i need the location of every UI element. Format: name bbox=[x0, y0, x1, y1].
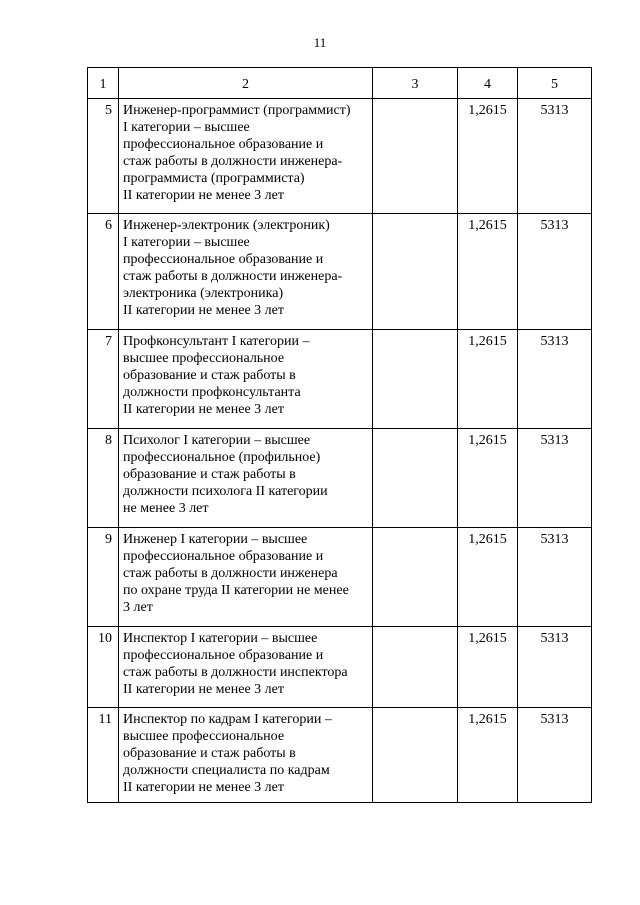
row-number: 9 bbox=[88, 528, 119, 627]
row-number: 10 bbox=[88, 627, 119, 708]
value-cell: 5313 bbox=[518, 627, 592, 708]
table-row bbox=[88, 429, 592, 528]
position-description: Инженер-программист (программист) I категории – высшее профессиональное образование и стаж работы в должности инженера- программиста (программиста) II категории не менее 3 лет bbox=[119, 99, 373, 214]
position-description: Инженер I категории – высшее профессиональное образование и стаж работы в должности инженера по охране труда II категории не менее 3 лет bbox=[119, 528, 373, 627]
column-3-cell bbox=[373, 528, 458, 627]
position-description: Психолог I категории – высшее профессиональное (профильное) образование и стаж работы в должности психолога II категории не менее 3 лет bbox=[119, 429, 373, 528]
position-description: Инспектор I категории – высшее профессиональное образование и стаж работы в должности инспектора II категории не менее 3 лет bbox=[119, 627, 373, 708]
position-description: Инженер-электроник (электроник) I категории – высшее профессиональное образование и стаж работы в должности инженера- электроника (электроника) II категории не менее 3 лет bbox=[119, 214, 373, 330]
row-number: 6 bbox=[88, 214, 119, 330]
table-row bbox=[88, 214, 592, 330]
row-number: 5 bbox=[88, 99, 119, 214]
column-3-cell bbox=[373, 429, 458, 528]
coefficient-cell: 1,2615 bbox=[458, 99, 518, 214]
header-cell: 5 bbox=[518, 68, 592, 99]
header-cell: 3 bbox=[373, 68, 458, 99]
coefficient-cell: 1,2615 bbox=[458, 214, 518, 330]
value-cell: 5313 bbox=[518, 429, 592, 528]
row-number: 11 bbox=[88, 708, 119, 803]
positions-table bbox=[87, 67, 592, 803]
value-cell: 5313 bbox=[518, 214, 592, 330]
column-3-cell bbox=[373, 627, 458, 708]
table-row bbox=[88, 708, 592, 803]
table-header-row bbox=[88, 68, 592, 99]
value-cell: 5313 bbox=[518, 528, 592, 627]
page-number: 11 bbox=[313, 35, 327, 50]
header-cell: 2 bbox=[119, 68, 373, 99]
column-3-cell bbox=[373, 214, 458, 330]
column-3-cell bbox=[373, 708, 458, 803]
value-cell: 5313 bbox=[518, 330, 592, 429]
coefficient-cell: 1,2615 bbox=[458, 627, 518, 708]
coefficient-cell: 1,2615 bbox=[458, 708, 518, 803]
value-cell: 5313 bbox=[518, 708, 592, 803]
header-cell: 4 bbox=[458, 68, 518, 99]
table-row bbox=[88, 330, 592, 429]
column-3-cell bbox=[373, 99, 458, 214]
column-3-cell bbox=[373, 330, 458, 429]
header-cell: 1 bbox=[88, 68, 119, 99]
value-cell: 5313 bbox=[518, 99, 592, 214]
table-row bbox=[88, 627, 592, 708]
table-row bbox=[88, 528, 592, 627]
position-description: Профконсультант I категории – высшее профессиональное образование и стаж работы в должности профконсультанта II категории не менее 3 лет bbox=[119, 330, 373, 429]
row-number: 7 bbox=[88, 330, 119, 429]
coefficient-cell: 1,2615 bbox=[458, 528, 518, 627]
table-row bbox=[88, 99, 592, 214]
coefficient-cell: 1,2615 bbox=[458, 330, 518, 429]
row-number: 8 bbox=[88, 429, 119, 528]
coefficient-cell: 1,2615 bbox=[458, 429, 518, 528]
position-description: Инспектор по кадрам I категории – высшее профессиональное образование и стаж работы в должности специалиста по кадрам II категории не менее 3 лет bbox=[119, 708, 373, 803]
